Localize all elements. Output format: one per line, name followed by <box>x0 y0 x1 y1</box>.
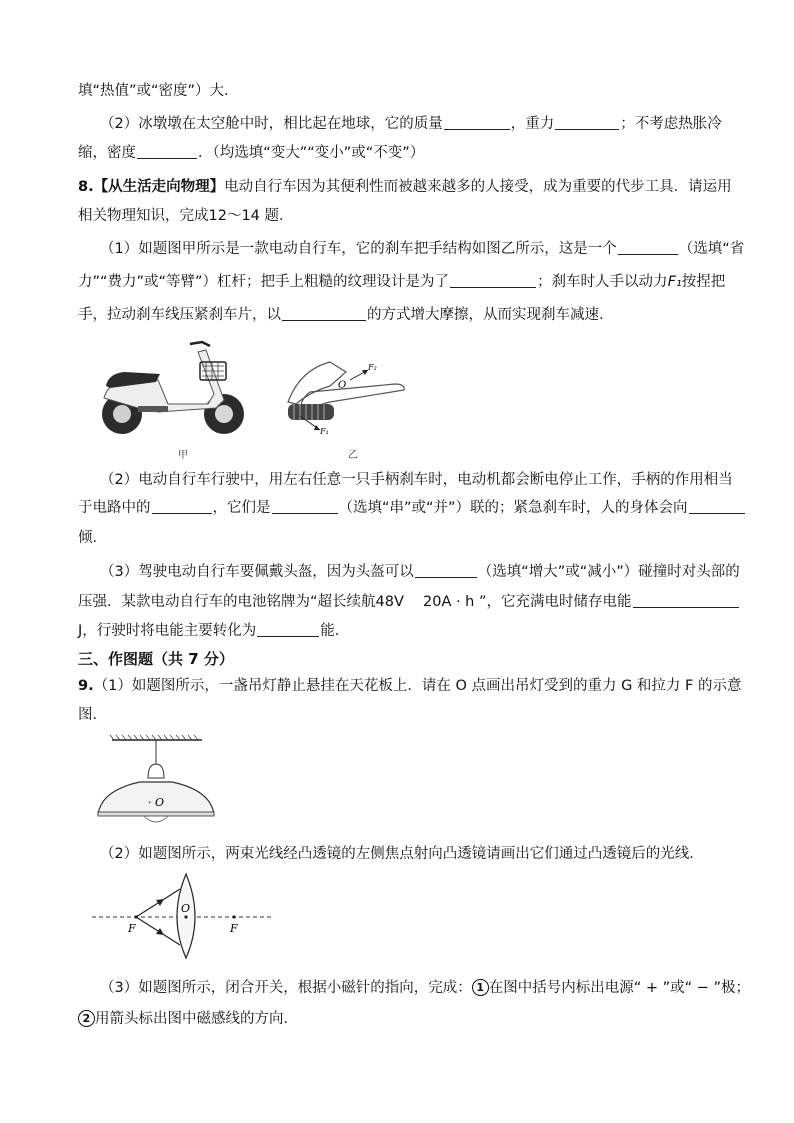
q8-part3: （3）驾驶电动自行车要佩戴头盔，因为头盔可以 （选填“增大”或“减小”）碰撞时对头部的 <box>100 561 770 583</box>
q8-part1: （1）如题图甲所示是一款电动自行车，它的刹车把手结构如图乙所示，这是一个 （选填“省 <box>100 238 770 260</box>
answer-blank[interactable] <box>444 113 510 130</box>
answer-blank[interactable] <box>450 271 536 288</box>
q8-part1-cont1: 力”“费力”或“等臂”）杠杆；把手上粗糙的纹理设计是为了 ；刹车时人手以动力F₁按捏把 <box>78 271 748 293</box>
electric-scooter-figure <box>98 338 248 438</box>
answer-blank[interactable] <box>633 591 739 608</box>
point-o-label: · O <box>148 796 165 809</box>
q8-part2-cont2: 倾． <box>78 530 107 546</box>
handle-grip <box>288 404 334 420</box>
section-heading: 三、作图题（共 7 分） <box>78 650 234 668</box>
focus-left-label: F <box>128 922 136 935</box>
answer-blank[interactable] <box>137 142 197 159</box>
fulcrum-label: O <box>338 380 347 391</box>
figure-caption-yi: 乙 <box>348 450 358 461</box>
answer-blank[interactable] <box>282 304 366 321</box>
answer-blank[interactable] <box>618 238 678 255</box>
circled-number-2: 2 <box>78 1010 95 1027</box>
q8-intro: 8.【从生活走向物理】电动自行车因为其便利性而被越来越多的人接受，成为重要的代步工具．请运用 <box>78 179 732 195</box>
q8-part3-cont2: J，行驶时将电能主要转化为 能． <box>78 620 748 642</box>
q8-part2: （2）电动自行车行驶中，用左右任意一只手柄刹车时，电动机都会断电停止工作，手柄的作用相当 <box>100 472 733 488</box>
q8-part3-cont1: 压强．某款电动自行车的电池铭牌为“超长续航48V 20A · h ”，它充满电时储存电能 <box>78 591 748 613</box>
answer-blank[interactable] <box>257 620 319 637</box>
q7-part2-cont: 缩，密度 ．（均选填“变大”“变小”或“不变”） <box>78 142 748 164</box>
force-f1-label: F₁ <box>320 427 329 436</box>
answer-blank[interactable] <box>415 561 477 578</box>
focus-right-label: F <box>230 922 238 935</box>
circled-number-1: 1 <box>472 979 489 996</box>
answer-blank[interactable] <box>689 497 745 514</box>
q7-continuation: 填“热值”或“密度”）大． <box>78 83 239 99</box>
q9-part2: （2）如题图所示，两束光线经凸透镜的左侧焦点射向凸透镜请画出它们通过凸透镜后的光线． <box>100 846 704 862</box>
q9-part3-cont: 2 用箭头标出图中磁感线的方向． <box>78 1008 748 1030</box>
q9-part1-cont: 图． <box>78 707 107 723</box>
brake-lever-figure <box>270 340 410 440</box>
answer-blank[interactable] <box>272 497 338 514</box>
optical-center-label: O <box>181 902 191 915</box>
force-f2-label: F₂ <box>368 363 377 372</box>
answer-blank[interactable] <box>152 497 212 514</box>
q9-part1: 9.（1）如题图所示，一盏吊灯静止悬挂在天花板上．请在 O 点画出吊灯受到的重力 G 和拉力 F 的示意 <box>78 678 742 694</box>
q8-part2-cont1: 于电路中的 ，它们是 （选填“串”或“并”）联的；紧急刹车时，人的身体会向 <box>78 497 748 519</box>
figure-caption-jia: 甲 <box>178 450 188 461</box>
q9-part3: （3）如题图所示，闭合开关，根据小磁针的指向，完成： 1 在图中括号内标出电源“ + ”或“ − ”极； <box>100 980 751 996</box>
q8-part1-cont2: 手，拉动刹车线压紧刹车片，以 的方式增大摩擦，从而实现刹车减速． <box>78 304 748 326</box>
answer-blank[interactable] <box>555 113 619 130</box>
convex-lens-figure <box>92 870 282 960</box>
q7-part2: （2）冰墩墩在太空舱中时，相比起在地球，它的质量 ，重力 ；不考虑热胀冷 <box>100 113 770 135</box>
ceiling <box>110 735 202 740</box>
q8-intro-cont: 相关物理知识，完成12～14 题． <box>78 208 294 224</box>
pendant-lamp-figure <box>92 734 232 830</box>
